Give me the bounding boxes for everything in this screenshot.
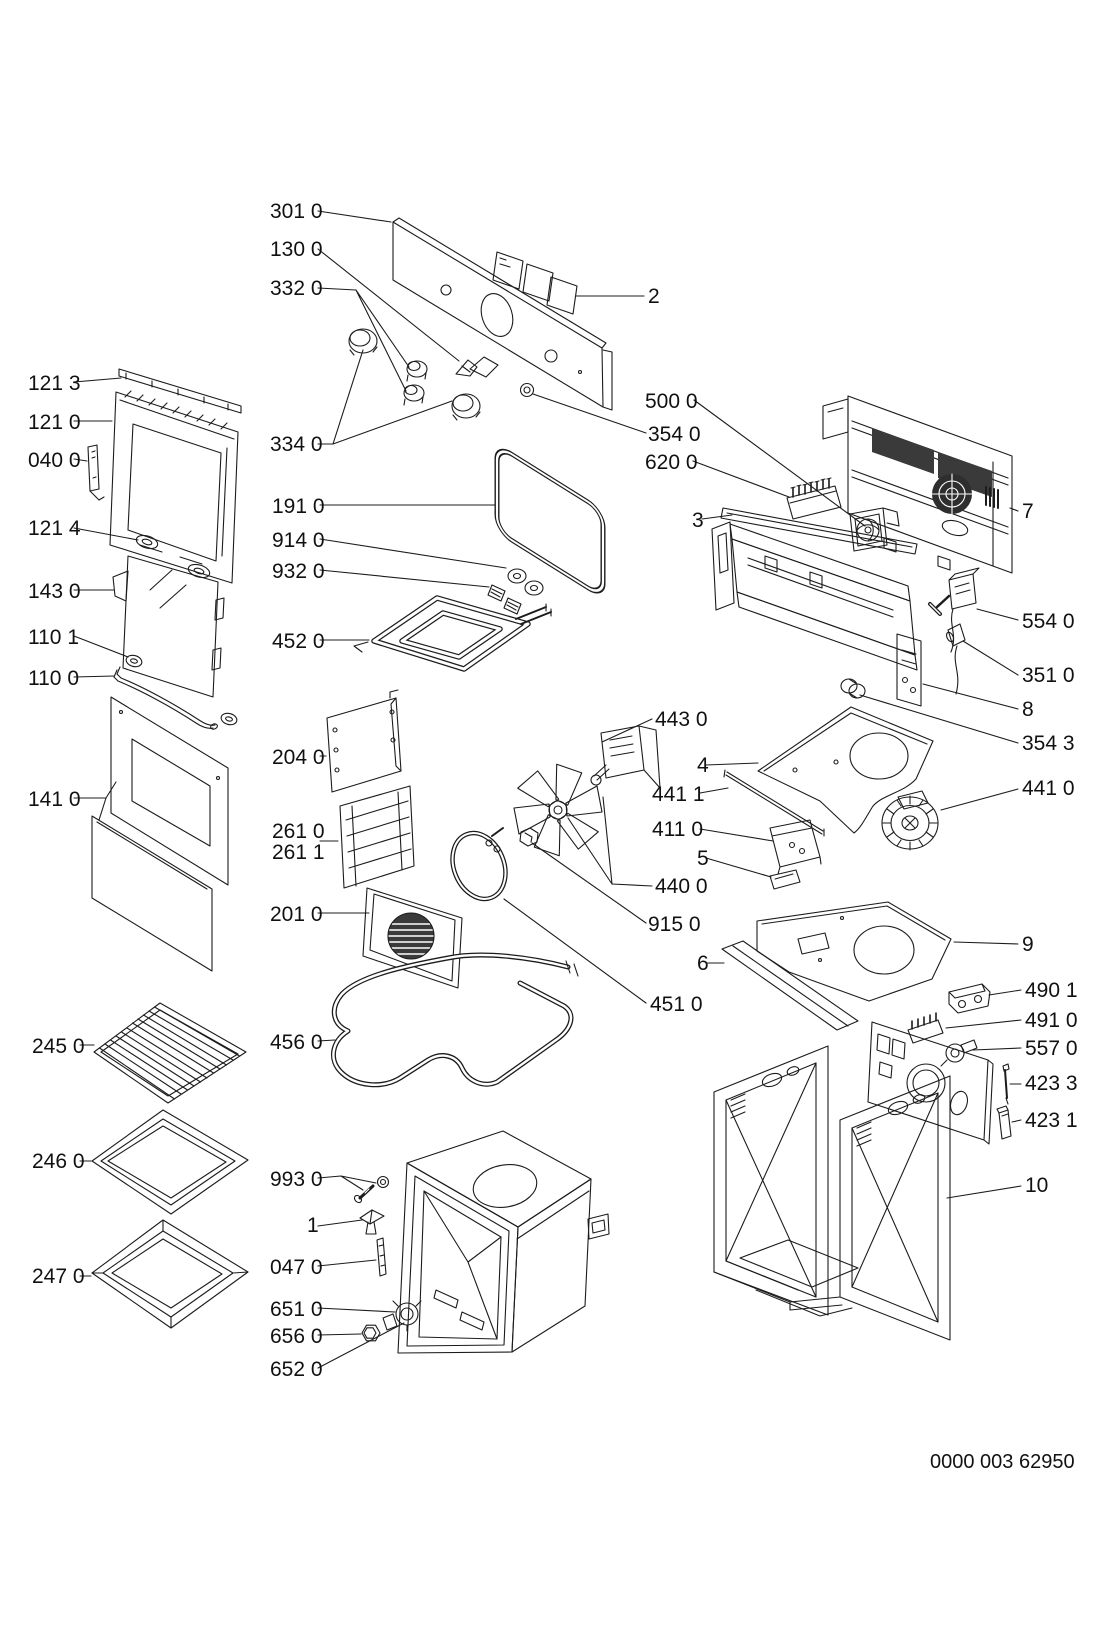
part-grill-element <box>354 598 551 669</box>
callout-10: 10 <box>1025 1174 1049 1197</box>
callout-245-0: 245 0 <box>32 1035 85 1058</box>
part-oven-cavity <box>398 1131 609 1353</box>
part-blower-wheel <box>882 791 938 850</box>
part-baking-tray-shallow <box>92 1110 248 1214</box>
part-door-gasket <box>497 445 603 597</box>
callout-5: 5 <box>697 847 709 870</box>
callout-443-0: 443 0 <box>655 708 708 731</box>
callout-557-0: 557 0 <box>1025 1037 1078 1060</box>
part-heat-deflector <box>758 707 933 833</box>
callout-121-4: 121 4 <box>28 517 81 540</box>
callout-110-1: 110 1 <box>28 626 79 649</box>
callout-334-0: 334 0 <box>270 433 323 456</box>
part-element-studs <box>488 585 521 614</box>
part-rear-panel <box>823 396 1012 573</box>
part-lamp-assembly <box>362 1301 421 1341</box>
part-capillary-rod <box>724 770 824 836</box>
callout-261-0: 261 0 <box>272 820 325 843</box>
callout-440-0: 440 0 <box>655 875 708 898</box>
part-interlock-motor <box>941 1040 977 1066</box>
callout-121-3: 121 3 <box>28 372 81 395</box>
callout-423-1: 423 1 <box>1025 1109 1078 1132</box>
callout-3: 3 <box>692 509 704 532</box>
part-side-liner-panel <box>327 690 401 792</box>
callout-2: 2 <box>648 285 660 308</box>
callout-351-0: 351 0 <box>1022 664 1075 687</box>
part-small-clip <box>770 870 800 889</box>
part-front-trim-strip <box>722 941 858 1030</box>
callout-6: 6 <box>697 952 709 975</box>
callout-411-0: 411 0 <box>652 818 703 841</box>
callout-441-1: 441 1 <box>652 783 705 806</box>
callout-4: 4 <box>697 754 709 777</box>
callout-110-0: 110 0 <box>28 667 79 690</box>
callout-423-3: 423 3 <box>1025 1072 1078 1095</box>
callout-652-0: 652 0 <box>270 1358 323 1381</box>
part-baking-tray-deep <box>92 1220 248 1328</box>
document-number: 0000 003 62950 <box>930 1451 1075 1473</box>
part-door-hinge-rod <box>114 667 218 730</box>
callout-354-3: 354 3 <box>1022 732 1075 755</box>
part-capillary-tube <box>945 624 965 694</box>
callout-993-0: 993 0 <box>270 1168 323 1191</box>
callout-452-0: 452 0 <box>272 630 325 653</box>
part-screw-kit <box>353 1177 388 1204</box>
part-ring-element <box>443 825 515 907</box>
part-shelf-rails <box>340 786 414 888</box>
part-hex-nut <box>520 828 538 846</box>
callout-7: 7 <box>1022 500 1034 523</box>
callout-191-0: 191 0 <box>272 495 325 518</box>
part-lamp-bracket <box>377 1238 386 1276</box>
callout-456-0: 456 0 <box>270 1031 323 1054</box>
part-spacer-strip <box>997 1106 1011 1139</box>
callout-554-0: 554 0 <box>1022 610 1075 633</box>
callout-130-0: 130 0 <box>270 238 323 261</box>
callout-301-0: 301 0 <box>270 200 323 223</box>
part-thermostat <box>930 568 979 652</box>
part-control-knobs <box>349 329 534 420</box>
callout-620-0: 620 0 <box>645 451 698 474</box>
callout-332-0: 332 0 <box>270 277 323 300</box>
callout-201-0: 201 0 <box>270 903 323 926</box>
callout-441-0: 441 0 <box>1022 777 1075 800</box>
callout-261-1: 261 1 <box>272 841 325 864</box>
callout-247-0: 247 0 <box>32 1265 85 1288</box>
callout-932-0: 932 0 <box>272 560 325 583</box>
part-bake-element <box>333 955 578 1085</box>
callout-246-0: 246 0 <box>32 1150 85 1173</box>
part-door-inner-frame <box>110 391 238 583</box>
part-door-latch <box>88 445 104 500</box>
callout-656-0: 656 0 <box>270 1325 323 1348</box>
callout-500-0: 500 0 <box>645 390 698 413</box>
leader-lines <box>74 211 1021 1368</box>
drawing-art <box>74 211 1021 1368</box>
part-door-outer-glass <box>92 697 228 971</box>
callout-651-0: 651 0 <box>270 1298 323 1321</box>
callout-490-1: 490 1 <box>1025 979 1078 1002</box>
part-control-panel <box>393 218 612 410</box>
part-wire-rack <box>94 1003 246 1103</box>
callout-8: 8 <box>1022 698 1034 721</box>
callout-915-0: 915 0 <box>648 913 701 936</box>
part-wing-clip <box>360 1210 384 1234</box>
callout-047-0: 047 0 <box>270 1256 323 1279</box>
callout-354-0: 354 0 <box>648 423 701 446</box>
part-top-panel <box>757 902 951 1001</box>
part-terminal-strip <box>908 1013 943 1043</box>
callout-141-0: 141 0 <box>28 788 81 811</box>
part-fan-motor <box>591 726 660 788</box>
part-door-switch <box>949 984 990 1013</box>
part-hinge-pin <box>1003 1064 1009 1104</box>
callout-040-0: 040 0 <box>28 449 81 472</box>
callout-451-0: 451 0 <box>650 993 703 1016</box>
callout-143-0: 143 0 <box>28 580 81 603</box>
callout-1: 1 <box>307 1214 319 1237</box>
part-terminal-block <box>787 478 841 519</box>
callout-204-0: 204 0 <box>272 746 325 769</box>
callout-914-0: 914 0 <box>272 529 325 552</box>
part-sensor-clip <box>456 357 498 377</box>
callout-491-0: 491 0 <box>1025 1009 1078 1032</box>
callout-121-0: 121 0 <box>28 411 81 434</box>
callout-9: 9 <box>1022 933 1034 956</box>
part-element-washers <box>508 569 543 595</box>
